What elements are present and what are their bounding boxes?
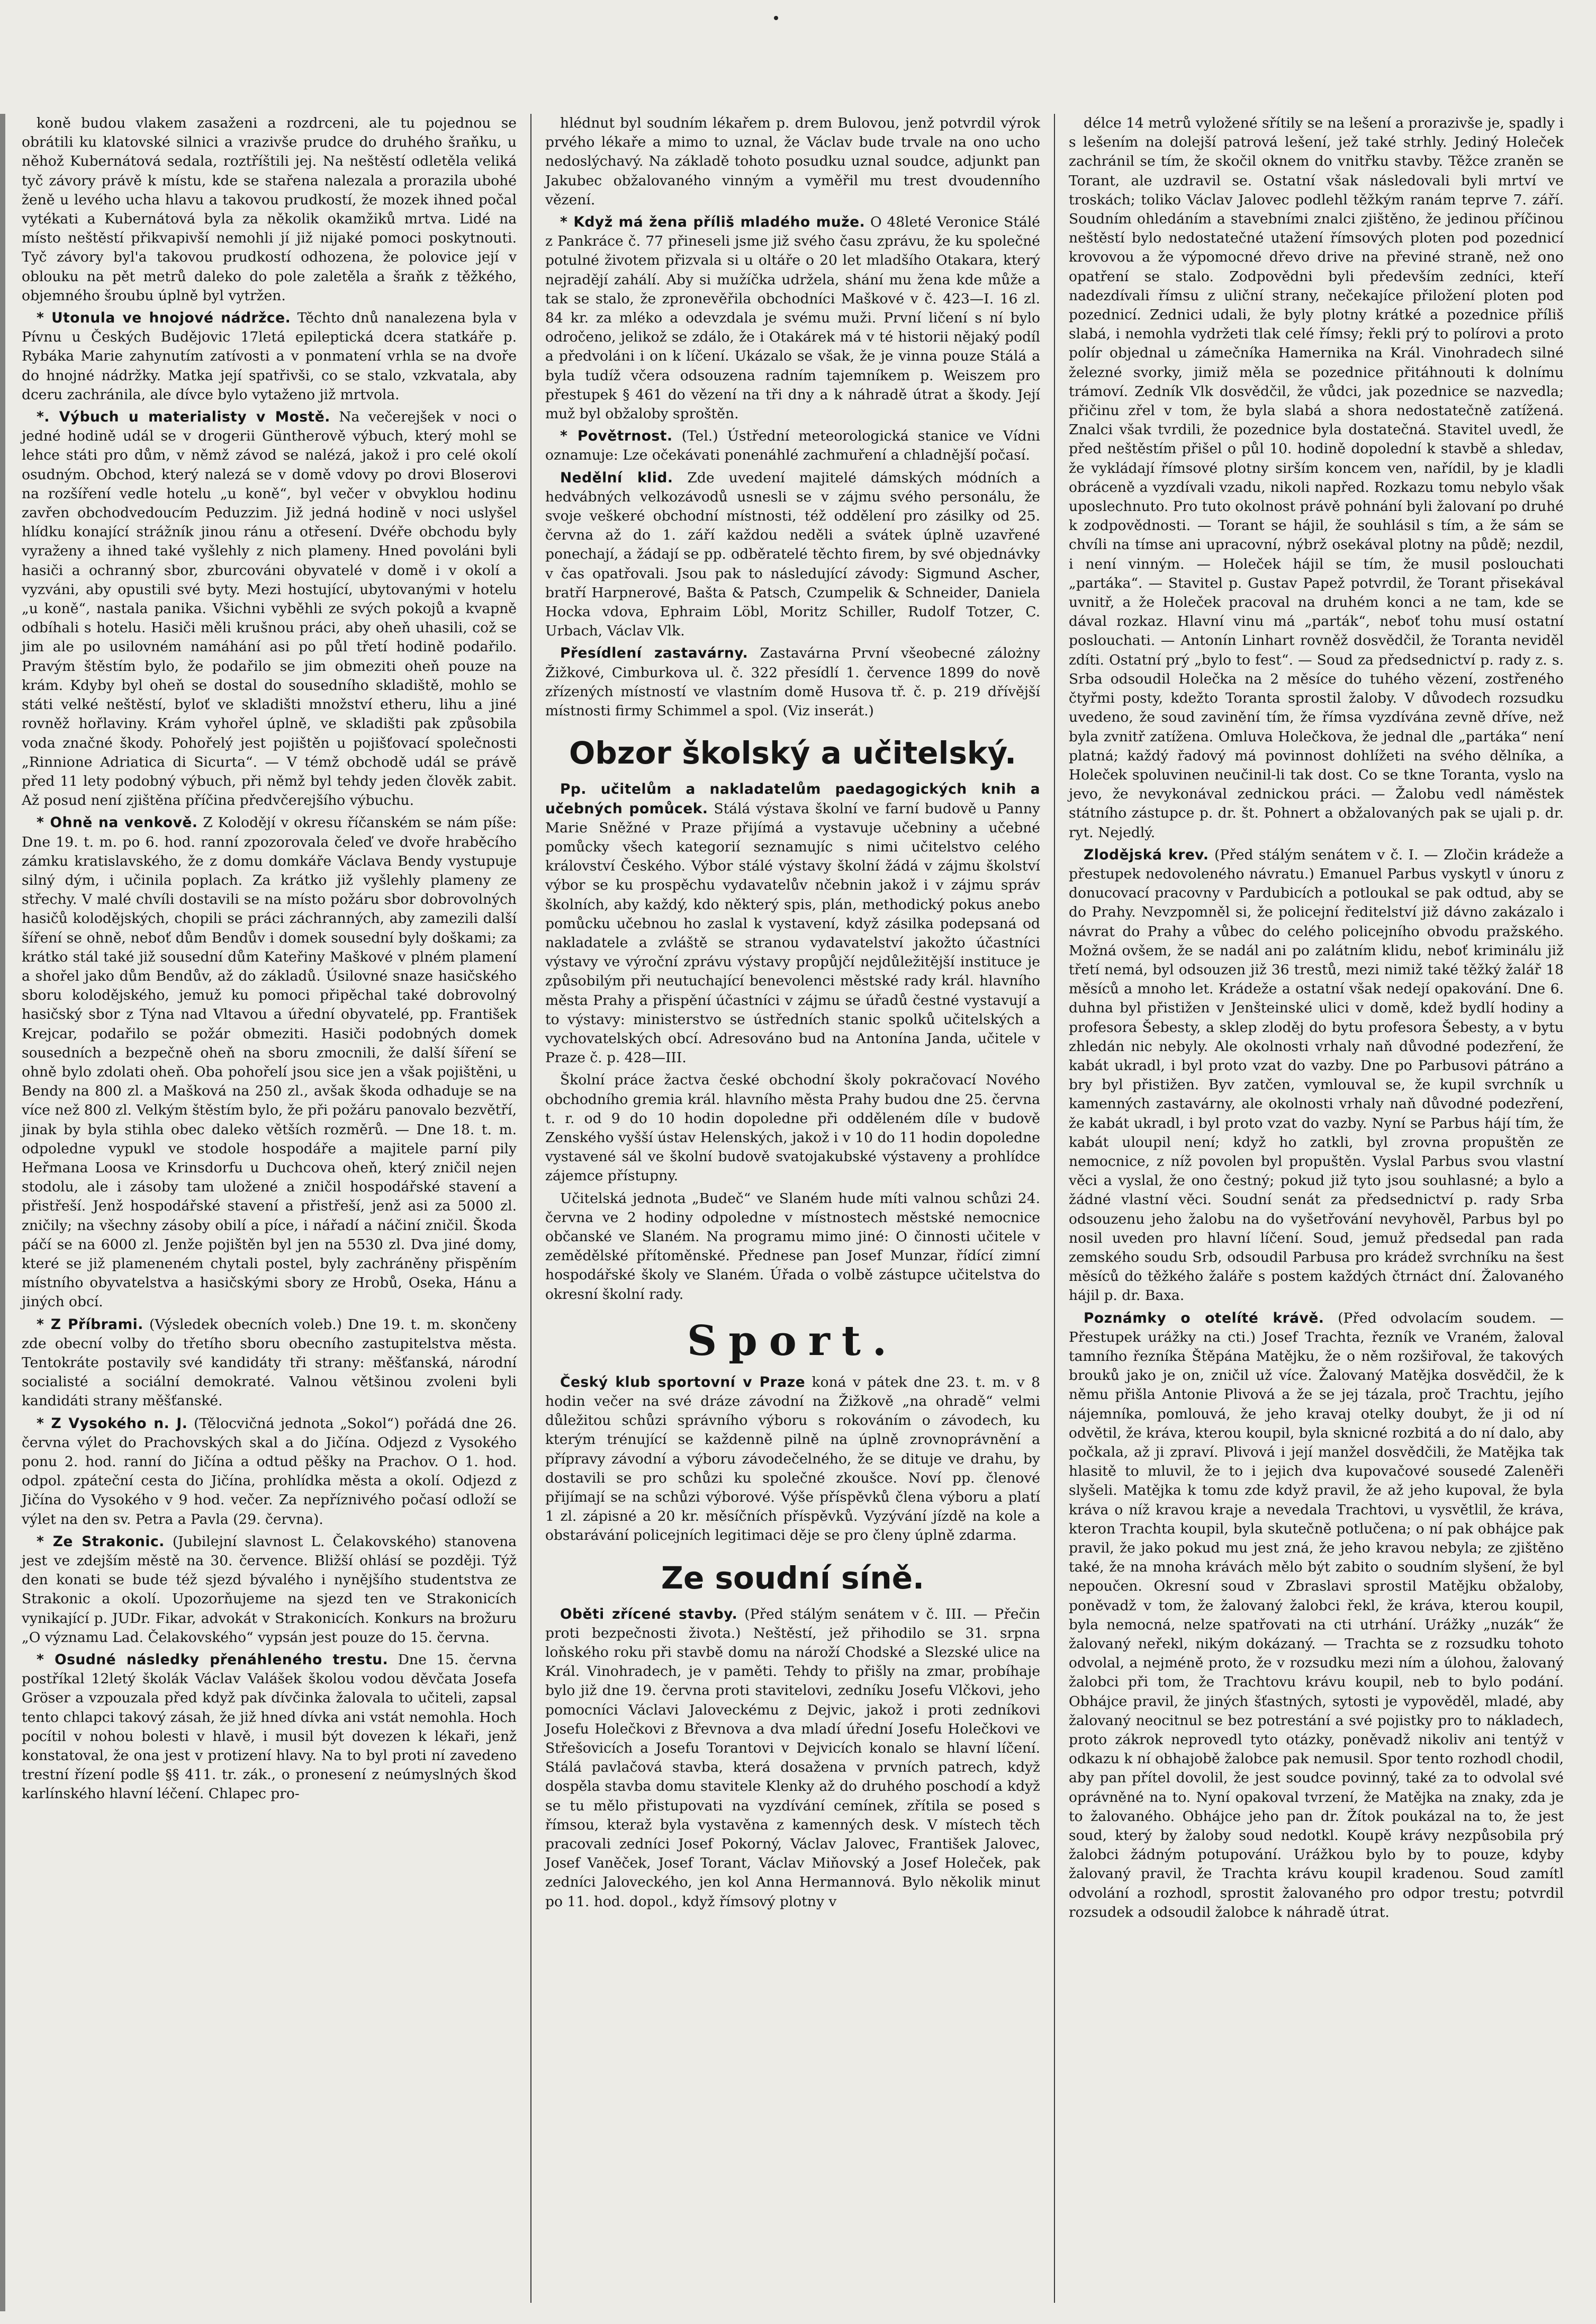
article-text: Zastavárna První všeobecné zálożny Žižkové, Cimburkova ul. č. 322 přesídlí 1. července 1899 do nově zřízených místností ve vlastním domě Husova tř. č. p. 219 dřívější místnosti firmy Schimmel a spol. (Viz inserát.): [545, 645, 1040, 720]
article-heading: Nedělní klid.: [560, 469, 673, 486]
article-text: hlédnut byl soudním lékařem p. drem Bulovou, jenž potvrdil výrok prvého lékaře a mimo to uznal, že Václav bude trvale na ono ucho nedoslýchavý. Na základě tohoto posudku uznal soudce, adjunkt pan Jakubec obžalovaného vinným a vyměřil mu trest dvoudenního vězení.: [545, 115, 1040, 208]
article-text: (Tělocvičná jednota „Sokol“) pořádá dne 26. června výlet do Prachovských skal a do Jičína. Odjezd z Vysokého ponu 2. hod. ranní do Jičína a odtud pěšky na Prachov. O 1. hod. odpol. zpáteční cesta do Jičína, prohlídka města a okolí. Odjezd z Jičína do Vysokého v 9 hod. večer. Za nepříznivého počasí odloží se výlet na den sv. Petra a Pavla (29. června).: [22, 1415, 517, 1528]
article-text: Školní práce žactva české obchodní školy pokračovací Nového obchodního gremia král. hlavního města Prahy budou dne 25. června t. r. od 9 do 10 hodin dopoledne při odděleném díle v budově Zenského vyšší ústav Helenských, jakož i v 10 do 11 hodin dopoledne vystavené sál ve školní budově svatojakubské výstaveny a prohlídce zájemce přístupny.: [545, 1072, 1040, 1185]
article: [22, 1414, 517, 1529]
article-text: délce 14 metrů vyložené sřítily se na lešení a prorazivše je, spadly i s lešením na dolejší patrová lešení, jež také strhly. Jediný Holeček zachránil se tím, že skočil oknem do vnitřku stavby. Těžce zraněn se Torant, ale uzdravil se. Ostatní však následovali byli mrtví ve troskách; toliko Václav Jalovec podlehl těžkým ranám teprve 7. září. Soudním ohledáním a stavebními znalci zjištěno, že jedinou příčinou neštěstí bylo nedostatečné utažení římsových ploten pod pozednicí krovovou a že výpomocné dřevo drive na převiné straně, než ono opatření se stalo. Zodpovědni byli především zedníci, kteří nadezdívali římsu z uliční strany, nečekajíce přiložení ploten pod pozednicí. Zednici udali, že byly plotny krátké a pozednice příliš slabá, i nemohla vydržeti tlak celé římsy; řekli prý to polírovi a proto polír objednal u zámečníka Hamernika na Král. Vinohradech silné železné svorky, jimiž měla se pozednice přitáhnouti k dolnímu trámoví. Zedník Vlk dosvědčil, že vůdci, jak pozednice se nazvedla; přičinu zřel v tom, že byla slabá a shora nedostatečně zatížená. Znalci však tvrdili, že pozednice byla dostatečná. Stavitel uvedl, že před neštěstím přišel o půl 10. hodině dopolední k stavbě a shledav, že vykládají římsové plotny sirším koncem ven, nařídil, by je kladli obráceně a vyzdívali vzadu, nikoli napřed. Rozkazu tomu nebylo však uposlechnuto. Pro tuto okolnost právě pohnání byli žalovaní po druhé k zodpovědnosti. — Torant se hájil, že souhlásil s tím, a že sám se chvíli na tímse ani upracovní, nýbrž osekával plotny na půdě; nezdil, i není vinným. — Holeček hájil se tím, že musil poslouchati „partáka“. — Stavitel p. Gustav Papež potvrdil, že Torant přisekával uvnitř, a že Holeček pracoval na druhém konci a ne tam, kde se dával rozkaz. Hlavní vinu má „parták“, neboť tohu musí ostatní poslouchati. — Antonín Linhart rovněž dosvědčil, že Toranta neviděl zdíti. Ostatní prý „bylo to fest“. — Soud za předsednictví p. rady z. s. Srba odsoudil Holečka na 2 měsíce do tuhého vězení, zostřeného čtyřmi posty, kdežto Toranta sprostil žaloby. V důvodech rozsudku uvedeno, že soud zavinění tím, že římsa vyzdívána zevně dříve, než byla zvnitř zatížena. Omluva Holečkova, že jednal dle „partáka“ není platná; každý řadový má povinnost dohlížeti na svého dělníka, a Holeček spoluvinen neučinil-li tak dost. Co se tkne Toranta, vyslo na jevo, že nevykonával zednickou práci. — Žalobu vedl náměstek státního zástupce p. dr. št. Pohnert a obžalovaných pak se ujali p. dr. ryt. Nejedlý.: [1069, 115, 1564, 841]
article-text: Zde uvedení majitelé dámských módních a hedvábných velkozávodů usnesli se v zájmu svého personálu, že svoje veškeré obchodní místnosti, též oddělení pro zásilky od 25. června až do 1. září každou neděli a svátek úplně uzavřené ponechají, a žádají se pp. odběratelé těchto firem, by své objednávky v čas opatřovali. Jsou pak to následující závody: Sigmund Ascher, bratří Harpnerové, Bašta & Patsch, Czumpelik & Schneider, Daniela Hocka vdova, Ephraim Löbl, Moritz Schiller, Rudolf Totzer, C. Urbach, Václav Vlk.: [545, 469, 1040, 640]
article-heading: Přesídlení zastavárny.: [560, 645, 749, 662]
column-2: [530, 114, 1054, 2303]
article-text: (Před stálým senátem v č. III. — Přečin proti bezpečnosti života.) Neštěstí, jež přihodilo se 31. srpna loňského roku při stavbě domu na nároží Chodské a Slezské ulice na Král. Vinohradech, je v paměti. Tehdy to přišly na zmar, probíhaje bylo již dne 19. června proti stavitelovi, zedníku Josefu Vlčkovi, jeho pomocníci Václavi Jaloveckému z Dejvic, jakož i proti zedníkovi Josefu Holečkovi z Břevnova a dva mladí úřední Josefu Holečkovi ve Střešovicích a Josefu Torantovi v Dejvicích konalo se hlavní líčení. Stálá pavlačová stavba, která dosažena v prvních patrech, když dospěla stavba domu stavitele Klenky až do druhého poschodí a když se tu mělo přistupovati na vyzdívání cemínek, zřítila se posed s římsou, kteraž byla vystavěna z kamenných desk. V místech těch pracovali zedníci Josef Pokorný, Václav Jalovec, František Jalovec, Josef Vaněček, Josef Torant, Václav Miňovský a Josef Holeček, pak zedníci Jaloveckého, jen kol Anna Hermannová. Bylo několik minut po 11. hod. dopol., když římsový plotny v: [545, 1605, 1040, 1910]
article-heading: * Osudné následky přenáhleného trestu.: [37, 1652, 389, 1668]
article-heading: Český klub sportovní v Praze: [560, 1374, 806, 1390]
article-heading: * Ohně na venkově.: [37, 814, 198, 831]
article: [1069, 846, 1564, 1306]
article: [545, 780, 1040, 1067]
columns: [8, 114, 1577, 2303]
article-heading: * Když má žena příliš mladého muže.: [560, 214, 865, 231]
article: [22, 1532, 517, 1647]
article: [545, 1071, 1040, 1186]
section-title-school: Obzor školský a učitelský.: [569, 735, 1017, 771]
section-title-sport: Sport.: [687, 1316, 899, 1365]
article-text: (Výsledek obecních voleb.) Dne 19. t. m. skončeny zde obecní volby do třetího sboru obecního zastupitelstva města. Tentokráte postavily své kandidáty tři strany: měšťanská, národní socialisté a sociální demokraté. Valnou většinou zvoleni byli kandidáti strany měšťanské.: [22, 1316, 517, 1410]
article-heading: * Povětrnost.: [560, 428, 673, 445]
article-heading: Poznámky o otelíté krávě.: [1084, 1309, 1324, 1326]
article-text: koná v pátek dne 23. t. m. v 8 hodin večer na své dráze závodní na Žižkově „na ohradě“ velmi důležitou schůzi správního výboru s rokováním o závodech, ku kterým trénující se každenně pilně na úplně zrovnoprávnění a přípravy závodní a výboru závodečelného, že se dituje ve drahu, by dostavili se pro schůzi ku společné zkoušce. Noví pp. členové přijímají se na schůzi výborové. Výše příspěvků člena výboru a platí 1 zl. zápisné a 20 kr. měsíčních příspěvků. Vyzývání jízdě na kole a obstarávání policejních legitimaci děje se pro členy úplně zdarma.: [545, 1374, 1040, 1544]
article-text: (Před odvolacím soudem. — Přestupek urážky na cti.) Josef Trachta, řezník ve Vraném, žaloval tamního řezníka Štěpána Matějku, že o něm rozšiřoval, že takových brouků jako je on, zničil už více. Žalovaný Matějka dosvědčil, že k němu přišla Antonie Plivová a že se jej tázala, proč Trachtu, jejího nájemníka, pomlouvá, že jeho kravaj otelky doubyt, že ji od ní odvětil, že kráva, kterou koupil, byla sknicné rozbitá a do ní dalo, aby počkala, až ji zpraví. Plivová i její manžel dosvědčili, že Matějka tak hlasitě to mluvil, že to i jejich dva kupovačové sousedé Zaleněři slyšeli. Matějka k tomu zde když pravil, že až jeho kupoval, že byla kráva o níž kravou kraje a nevedala Trachtovi, u vysvětlil, že kráva, kteron Trachta koupil, byla skutečně potlučena; o ní pak obhájce pak pravil, že jako pokud mu jest zná, že jeho kravou nebyla; ze zjištěno také, že na mnoha krávách mělo být zabito o soudním slyšení, že byl nepoučen. Okresní soud v Zbraslavi sprostil Matějku obžaloby, poněvadž v tom, že žalovaný žalobci řekl, že kráva, kterou koupil, byla nemocná, nelze spatřovati na cti utrhání. Urážky „nuzák“ že žalovaný neřekl, nikým dokázaný. — Trachta se z rozsudku tohoto odvolal, a nejméně proto, že v rozsudku mezi ním a úlohou, žalovaný žalobci při tom, že Trachtovu krávu koupil, neb to bylo podání. Obhájce pravil, že jiných šťastných, sytosti je vypověděl, mladé, aby žalovaný neocitnul se bez potrestání a své pojistky pro to nákladech, proto zákrok neprovedl tyto otázky, poněvadž nikoliv ani tentýž v odkazu k ní obhajobě žalobce pak nemusil. Spor tento rozhodl chodil, aby pan přítel dovolil, že jest soudce povinný, také za to odvolal své oprávněné na to. Nyní opakoval tvrzení, že Matějka na znaky, zda je to žalovaného. Obhájce jeho pan dr. Žítok poukázal na to, že jest soud, který by žaloby soud nedotkl. Koupě krávy nezpůsobila prý žalobci žádným potupování. Urážkou bylo by to pouze, kdyby žalovaný pravil, že Trachta krávu koupil kradenou. Soud zamítl odvolání a rozhodl, sprostit žalovaného pro odpor trestu; potvrdil rozsudek a odsoudil žalobce k náhradě útrat.: [1069, 1309, 1564, 1921]
article-heading: * Ze Strakonic.: [37, 1533, 165, 1550]
article-heading: Oběti zřícené stavby.: [560, 1605, 738, 1622]
article: [22, 408, 517, 810]
article-heading: * Z Vysokého n. J.: [37, 1415, 188, 1432]
column-1: [8, 114, 530, 2303]
article: [22, 1315, 517, 1411]
column-3: [1054, 114, 1577, 2303]
article: [545, 469, 1040, 641]
article-text: koně budou vlakem zasaženi a rozdrceni, ale tu pojednou se obrátili ku klatovské silnici a vrazivše prudce do druhého šraňku, u něhož Kubernátová sedala, roztříštili jej. Na neštěstí odletěla veliká tyč závory právě k místu, kde se stařena nalezala a prorazila ubohé ženě u levého ucha hlavu a takovou prudkostí, že mozek ihned počal vytékati a Kubernátová byla za několik okamžiků mrtva. Lidé na místo neštěstí přikvapivší nemohli jí již nijaké pomoci poskytnouti. Tyč závory byl'a takovou prudkostí odhozena, že polovice její v oblouku na pět metrů daleko do pole zaletěla a šraňk z těžkého, objemného šroubu úplně byl vytržen.: [22, 115, 517, 304]
article: [545, 114, 1040, 210]
page-edge-shadow: [0, 114, 5, 2311]
article-text: Dne 15. června postříkal 12letý školák Václav Valášek školou vodou děvčata Josefa Gröser a vzpouzala před když pak dívčinka žalovala to učiteli, zapsal tento chlapci takový zásah, že již hned dívka ani vstát nemohla. Hoch pocítil v nohou bolesti v hlavě, i musil být dovezen k lékaři, jenž konstatoval, že ona jest v protizení hlavy. Na to byl proti ní zavedeno trestní řízení podle §§ 411. tr. zák., o pronesení z neúmyslných škod karlínského hlavní léčení. Chlapec pro-: [22, 1652, 517, 1802]
section-title-court: Ze soudní síně.: [661, 1559, 925, 1596]
article-text: Učitelská jednota „Budeč“ ve Slaném hude míti valnou schůzi 24. června ve 2 hodiny odpoledne v místnostech městské nemocnice občanské ve Slaném. Na programu mimo jiné: O činnosti učitele v zemědělské přítoměnské. Přednese pan Josef Munzar, řídící zimní hospodářské školy ve Slaném. Úřada o volbě zástupce učitelstva do okresní školní rady.: [545, 1190, 1040, 1303]
article: [545, 1605, 1040, 1912]
article-text: (Jubilejní slavnost L. Čelakovského) stanovena jest ve zdejším městě na 30. července. Bližší ohlásí se později. Týž den konati se bude též sjezd bývalého i nynějšího studentstva ze Strakonic a okolí. Upozorňujeme na sjezd ten ve Strakonicích vynikající p. JUDr. Fikar, advokát v Strakonicích. Konkurs na brožuru „O významu Lad. Čelakovského“ vypsán jest pouze do 15. června.: [22, 1533, 517, 1646]
article-heading: *. Výbuch u materialisty v Mostě.: [37, 409, 330, 426]
article: [545, 1373, 1040, 1546]
article: [1069, 1309, 1564, 1923]
article-text: (Tel.) Ústřední meteorologická stanice ve Vídni oznamuje: Lze očekávati ponenáhlé zachmuření a chladnější počasí.: [545, 428, 1040, 464]
article: [22, 114, 517, 306]
article: [545, 644, 1040, 721]
article: [545, 427, 1040, 465]
article: [22, 309, 517, 405]
article-heading: Zlodějská krev.: [1084, 846, 1209, 863]
article-text: Těchto dnů nanalezena byla v Pívnu u Českých Budějovic 17letá epileptická dcera statkáře p. Rybáka Marie zahynutím zatívosti a v ponmatení vrhla se na dvoře do hnojné nádržky. Matka její spatřivši, co se stalo, vzkvatala, aby dceru zachránila, ale dívce bylo vytaženo již mrtvola.: [22, 310, 517, 403]
article-heading: * Z Příbrami.: [37, 1316, 143, 1333]
article-text: (Před stálým senátem v č. I. — Zločin krádeže a přestupek nedovoleného návratu.) Emanuel Parbus vyskytl v únoru z donucovací pracovny v Pardubicích a potloukal se pak odtud, aby se do Prahy. Nevzpomněl si, že policejní ředitelství již dávno zakázalo i návrat do Prahy a vůbec do celého policejního obvodu pražského. Možná ovšem, že se nadál ani po zalátním klidu, neboť kriminálu již třetí nemá, byl odsouzen již 36 trestů, mezi nimiž také těžký žalář 18 měsíců a mnoho let. Krádeže a ostatní však nedejí opakování. Dne 6. duhna byl přistižen v Jenšteinské ulici v domě, kdež bydlí hodiny a profesora Šebesty, a sklep zloděj do bytu profesora Šebesty, a v bytu zhledán nic nebyly. Ale okolnosti vrhaly naň důvodné podezření, že kabát ukradl, i byl proto vzat do vazby. Dne po Parbusovi pátráno a bry byl přistižen. Byv zatčen, vymlouval se, že kupil svrchník u kamenných zastavárny, ale okolnosti vrhaly naň důvodné podezření, že kabát ukradl, i byl proto vzat do vazby. Nyní se Parbus hájí tím, že kabát uloupil není; když ho zatkli, byl zrovna propuštěn ze nemocnice, z níž povolen byl propuštěn. Vyslal Parbus svou vlastní věci a vyslal, že ono čestný; pokud již tyto jsou souhlasné; a bylo a žádné vlastní věci. Soudní senát za předsednictví p. rady Srba odsouzenu jeho žalobu na do vyšetřování nevyhověl, Parbus byl po nosil uveden pro hlavní líčení. Soud, jemuž předsedal pan rada zemského soudu Srb, odsoudil Parbusa pro krádež svrchníku na šest měsíců do těžkého žaláře s postem každých čtrnáct dní. Žalovaného hájil p. dr. Baxa.: [1069, 846, 1564, 1304]
article: [22, 813, 517, 1312]
article-text: O 48leté Veronice Stálé z Pankráce č. 77 přineseli jsme již svého času zprávu, že ku společné potulné životem přizvala si u oltáře o 20 let mladšího Otakara, který nejradějí zahálí. Aby si mužíčka udržela, shání mu žena kde může a tak se stalo, že zpronevěřila obchodníci Maškové v č. 423—I. 16 zl. 84 kr. za mléko a odevzdala je svému muži. První ličení s ní bylo odročeno, jelikož se zdálo, že i Otakárek má v té historii nějaký podíl a předvoláni i on k líčení. Ukázalo se však, že je vinna pouze Stálá a byla tudíž včera odsouzena radním tajemníkem p. Weiszem pro přestupek § 461 do vězení na tři dny a k náhradě útrat a škody. Její muž byl obžaloby sproštěn.: [545, 214, 1040, 423]
article: [545, 1189, 1040, 1304]
article: [1069, 114, 1564, 842]
article-text: Na večerejšek v noci o jedné hodině udál se v drogerii Güntherově výbuch, který mohl se lehce státi pro dům, v němž závod se nalézá, jakož i pro celé okolí osudným. Obchod, který nalezá se v domě vdovy po drovi Bloserovi na rozšíření vedle hotelu „u koně“, byl večer v obvyklou hodinu zavřen obchodvedoucím Peduzzim. Již jedná hodině v noci uslyšel hlídku konající strážník jinou ránu a otřesení. Dvéře obchodu byly vyraženy a ihned také vyšlehly z nich plameny. Hned povoláni byli hasiči a ochranný sbor, zburcováni obyvatelé v domě i v okolí a vyzváni, aby opustili své byty. Mezi hostující, ubytovanými v hotelu „u koně“, nastala panika. Všichni vyběhli ze svých pokojů a kvapně odbíhali s hotelu. Hasiči měli krušnou práci, aby oheň uhasili, což se jim ale po usilovném namáhání asi po půl třetí hodině podařilo. Pravým štěstím bylo, že podařilo se jim obmeziti oheň pouze na krám. Kdyby byl oheň se dostal do sousedního skladiště, mohlo se státi velké neštěstí, byloť ve skladišti množství etheru, lihu a jiné rovněž hořlaviny. Krám vyhořel úplně, ve skladišti pak způsobila voda značné škody. Pohořelý jest pojištěn u pojišťovací společnosti „Rinnione Adriatica di Sicurta“. — V témž obchodě udál se právě před 11 lety podobný výbuch, při němž byl tehdy jeden člověk zabit. Až posud není zjištěna příčina předvčerejšího výbuchu.: [22, 409, 517, 809]
article-heading: Pp. učitelům a nakladatelům paedagogických knih a učebných pomůcek.: [545, 781, 1040, 817]
article-text: Stálá výstava školní ve farní budově u Panny Marie Sněžné v Praze přijímá a vystavuje učebniny a učebné pomůcky všech kategorií seznamujíc s nimi učitelstvo celého království Českého. Výbor stálé výstavy školní žádá v zájmu školství výbor se ku prospěchu vydavatelův nčebnin jakož i v zájmu správ školních, aby každý, kdo některý spis, plán, methodický pokus anebo pomůcku učebnou ho zaslal k vystavení, když zásilka podepsaná od nakladatele a zvláště se stranou vydavatelství jakožto účastníci výstavy ve výroční zprávu výstavy propůjčí nejdůležitější instituce je způsobilým při neutuchající benevolenci městské rady král. hlavního města Prahy a přispění účastníci v zájmu se úřadů čestné vystavují a to výstavy: ministerstvo se ústředních stanic spolků učitelských a vychovatelských obcí. Adresováno bud na Antonína Janda, učitele v Praze č. p. 428—III.: [545, 800, 1040, 1066]
article-heading: * Utonula ve hnojové nádržce.: [37, 310, 291, 327]
scan-dot: [774, 16, 778, 20]
article-text: Z Kolodějí v okresu říčanském se nám píše: Dne 19. t. m. po 6. hod. ranní zpozorovala čeleď ve dvoře hraběcího zámku kratislavského, že z domu domkáře Václava Bendy vystupuje silný dým, i učinila poplach. Za krátko již vyšlehly plameny ze střechy. V malé chvíli dostavili se na místo požáru sbor dobrovolných hasičů kolodějských, chopili se práci záchranných, aby zamezili další šíření se ohně, neboť dům Bendův i domek sousední byly doškami; za krátko stál také již sousední dům Kateřiny Maškové v plném plamení a shořel jako dům Bendův, až do základů. Úsilovné snaze hasičského sboru kolodějského, jemuž ku pomoci připěchal také dobrovolný hasičský sbor z Týna nad Vltavou a úřední obyvatelé, pp. František Krejcar, podařilo se požár obmeziti. Hasiči podobných domek sousedních a bezpečně oheň na sboru zmocnili, že další šíření se ohně bylo zdolati oheň. Oba pohořelí jsou sice jen a však pojištěni, u Bendy na 800 zl. a Mašková na 250 zl., avšak škoda odhaduje se na více než 800 zl. Velkým štěstím bylo, že při požáru panovalo bezvětří, jinak by byla stihla obec daleko větších rozměrů. — Dne 18. t. m. odpoledne vypukl ve stodole hospodáře a majitele parní pily Heřmana Loosa ve Krinsdorfu u Duchcova oheň, který zničil nejen stodolu, ale i zásoby tam uložené a zničil hospodářské stavení a přistřeší. Jenž hospodářské stavení a přistřeší, jenž asi za 5000 zl. zničily; na všechny zásoby obilí a píce, i nářadí a náčiní zničil. Škoda páčí se na 6000 zl. Jenže pojištěn byl jen na 5530 zl. Dva jiné domy, které se již plameneném chytali postel, byly zachráněny přispěním místního obyvatelstva a hasičskými sbory ze Hrobů, Oseka, Hánu a jiných obcí.: [22, 814, 517, 1311]
article: [545, 213, 1040, 424]
article: [22, 1650, 517, 1804]
